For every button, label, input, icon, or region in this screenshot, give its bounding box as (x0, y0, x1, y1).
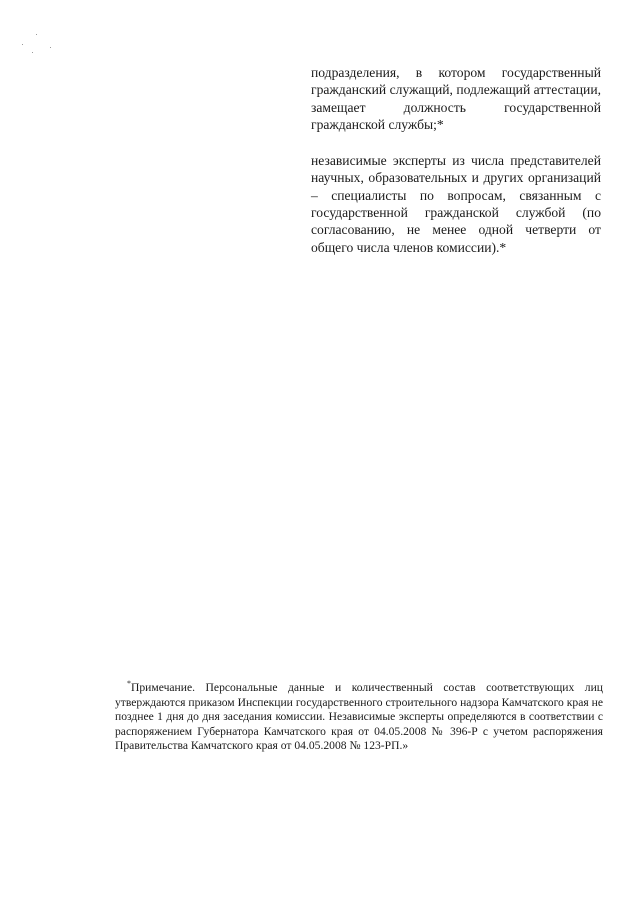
footnote (115, 681, 603, 754)
scan-specks (20, 30, 60, 60)
scan-speck (36, 34, 37, 35)
scan-speck (22, 44, 23, 45)
paragraph-department-member: подразделения, в котором государственный гражданский служащий, подлежащий аттестации, замещает должность государственной гражданской службы;* (311, 65, 601, 132)
footnote-text: Примечание. Персональные данные и количественный состав соответствующих лиц утверждаются приказом Инспекции государственного строительного надзора Камчатского края не позднее 1 дня до дня заседания комиссии. Независимые эксперты определяются в соответствии с распоряжением Губернатора Камчатского края от 04.05.2008 № 396-Р с учетом распоряжения Правительства Камчатского края от 04.05.2008 № 123-РП.» (115, 681, 603, 753)
paragraph-independent-experts: независимые эксперты из числа представителей научных, образовательных и других организаций – специалисты по вопросам, связанным с государственной гражданской службой (по согласованию, не менее одной четверти от общего числа членов комиссии).* (311, 153, 601, 255)
scan-speck (50, 47, 51, 48)
commission-composition-list (311, 64, 601, 256)
scan-speck (32, 52, 33, 53)
footnote-marker: * (127, 679, 131, 689)
